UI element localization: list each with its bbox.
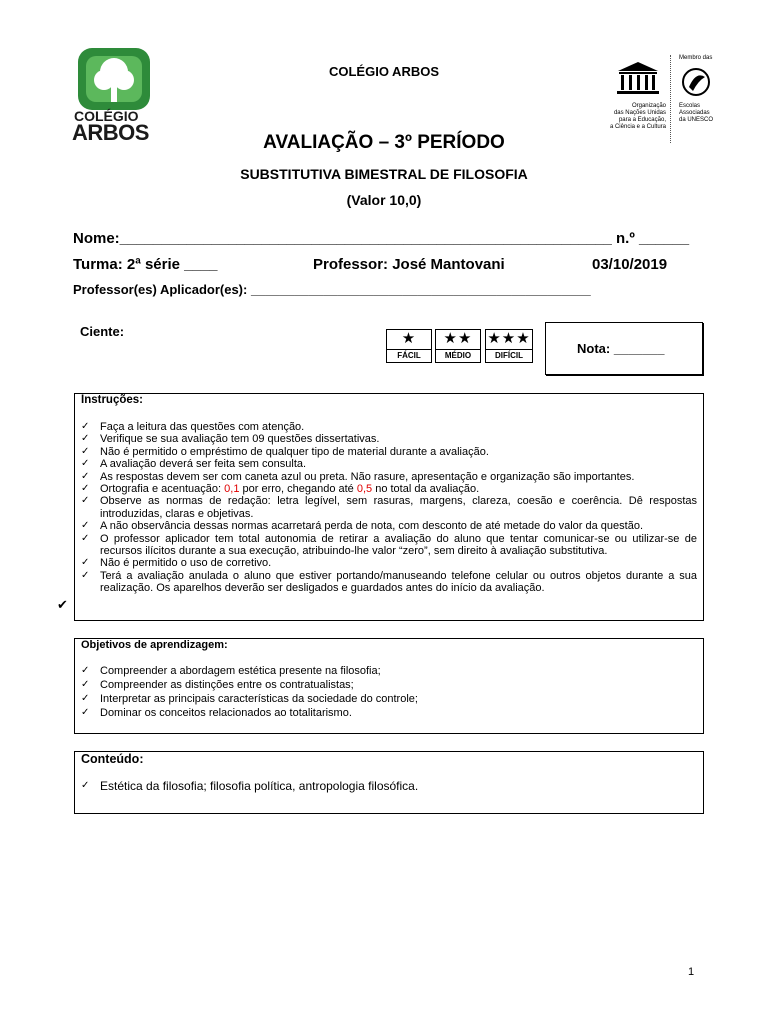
- logo-text-2: ARBOS: [72, 120, 149, 145]
- list-item: ✓ Não é permitido o empréstimo de qualquer tipo de material durante a avaliação.: [81, 446, 697, 458]
- star-icon: ★★: [443, 330, 473, 347]
- objectives-list: [81, 664, 697, 720]
- content-list: [81, 780, 697, 792]
- grade-label: Nota: _______: [577, 341, 665, 356]
- list-item: ✓ Estética da filosofia; filosofia política, antropologia filosófica.: [81, 780, 697, 792]
- star-icon: ★: [401, 330, 417, 347]
- stray-check-icon: ✔: [57, 597, 68, 612]
- difficulty-medium: [435, 329, 481, 363]
- content-box: [74, 751, 704, 814]
- professor-field: Professor: José Mantovani: [313, 256, 505, 273]
- page-number: 1: [688, 966, 695, 978]
- page-title: AVALIAÇÃO – 3º PERÍODO: [263, 132, 505, 153]
- list-item: ✓ Compreender as distinções entre os contratualistas;: [81, 678, 697, 692]
- unesco-schools-text: Escolas Associadas da UNESCO: [679, 103, 714, 123]
- difficulty-label: MÉDIO: [436, 349, 480, 360]
- star-icon: ★★★: [487, 330, 531, 347]
- class-field[interactable]: Turma: 2ª série ____: [73, 256, 218, 273]
- exam-date: 03/10/2019: [592, 256, 668, 273]
- list-item: ✓ A avaliação deverá ser feita sem consulta.: [81, 458, 697, 470]
- list-item: ✓ Interpretar as principais características da sociedade do controle;: [81, 692, 697, 706]
- ciente-label: Ciente:: [80, 324, 125, 339]
- list-item: ✓ Faça a leitura das questões com atenção.: [81, 421, 697, 433]
- unesco-member-label: Membro das: [679, 55, 713, 61]
- list-item: ✓ As respostas devem ser com caneta azul ou preta. Não rasure, apresentação e organização são importantes.: [81, 471, 697, 483]
- difficulty-label: DIFÍCIL: [486, 349, 532, 360]
- applicator-field[interactable]: Professor(es) Aplicador(es): _______________________________________________: [73, 282, 591, 297]
- difficulty-label: FÁCIL: [387, 349, 431, 360]
- objectives-box: [74, 638, 704, 734]
- list-item: ✓ Dominar os conceitos relacionados ao totalitarismo.: [81, 706, 697, 720]
- unesco-org-text: Organização das Nações Unidas para a Educação, a Ciência e a Cultura: [609, 103, 666, 130]
- list-item: ✓ Verifique se sua avaliação tem 09 questões dissertativas.: [81, 433, 697, 445]
- list-item: ✓ Ortografia e acentuação: 0,1 por erro, chegando até 0,5 no total da avaliação.: [81, 483, 697, 495]
- list-item: ✓ Compreender a abordagem estética presente na filosofia;: [81, 664, 697, 678]
- list-item: ✓ O professor aplicador tem total autonomia de retirar a avaliação do aluno que tentar comunicar-se ou utilizar-se de recursos ilícitos durante a sua execução, atribuindo-lhe valor “zero”, sem direito à avaliação substitutiva.: [81, 533, 697, 558]
- instructions-title: Instruções:: [81, 394, 143, 406]
- logo-text-1: COLÉGIO: [74, 108, 139, 124]
- name-field[interactable]: Nome:___________________________________________________________: [73, 230, 612, 247]
- school-logo: [72, 46, 162, 146]
- list-item: ✓ Observe as normas de redação: letra legível, sem rasuras, margens, clareza, coesão e coerência. Dê respostas introduzidas, claras e objetivas.: [81, 495, 697, 520]
- list-item: ✓ A não observância dessas normas acarretará perda de nota, com desconto de até metade do valor da questão.: [81, 520, 697, 532]
- school-name: COLÉGIO ARBOS: [328, 64, 440, 79]
- content-title: Conteúdo:: [81, 752, 144, 766]
- objectives-title: Objetivos de aprendizagem:: [81, 639, 228, 651]
- list-item: ✓ Não é permitido o uso de corretivo.: [81, 557, 697, 569]
- grade-box[interactable]: [545, 322, 703, 375]
- instructions-box: [74, 393, 704, 621]
- exam-value: (Valor 10,0): [346, 192, 422, 208]
- instructions-list: [81, 421, 697, 595]
- number-field[interactable]: n.º ______: [616, 230, 690, 247]
- difficulty-easy: [386, 329, 432, 363]
- list-item: ✓ Terá a avaliação anulada o aluno que estiver portando/manuseando telefone celular ou outros objetos durante a sua realização. Os aparelhos deverão ser desligados e guardados antes do início da avaliação.: [81, 570, 697, 595]
- page-subtitle: SUBSTITUTIVA BIMESTRAL DE FILOSOFIA: [240, 166, 528, 182]
- difficulty-hard: [485, 329, 533, 363]
